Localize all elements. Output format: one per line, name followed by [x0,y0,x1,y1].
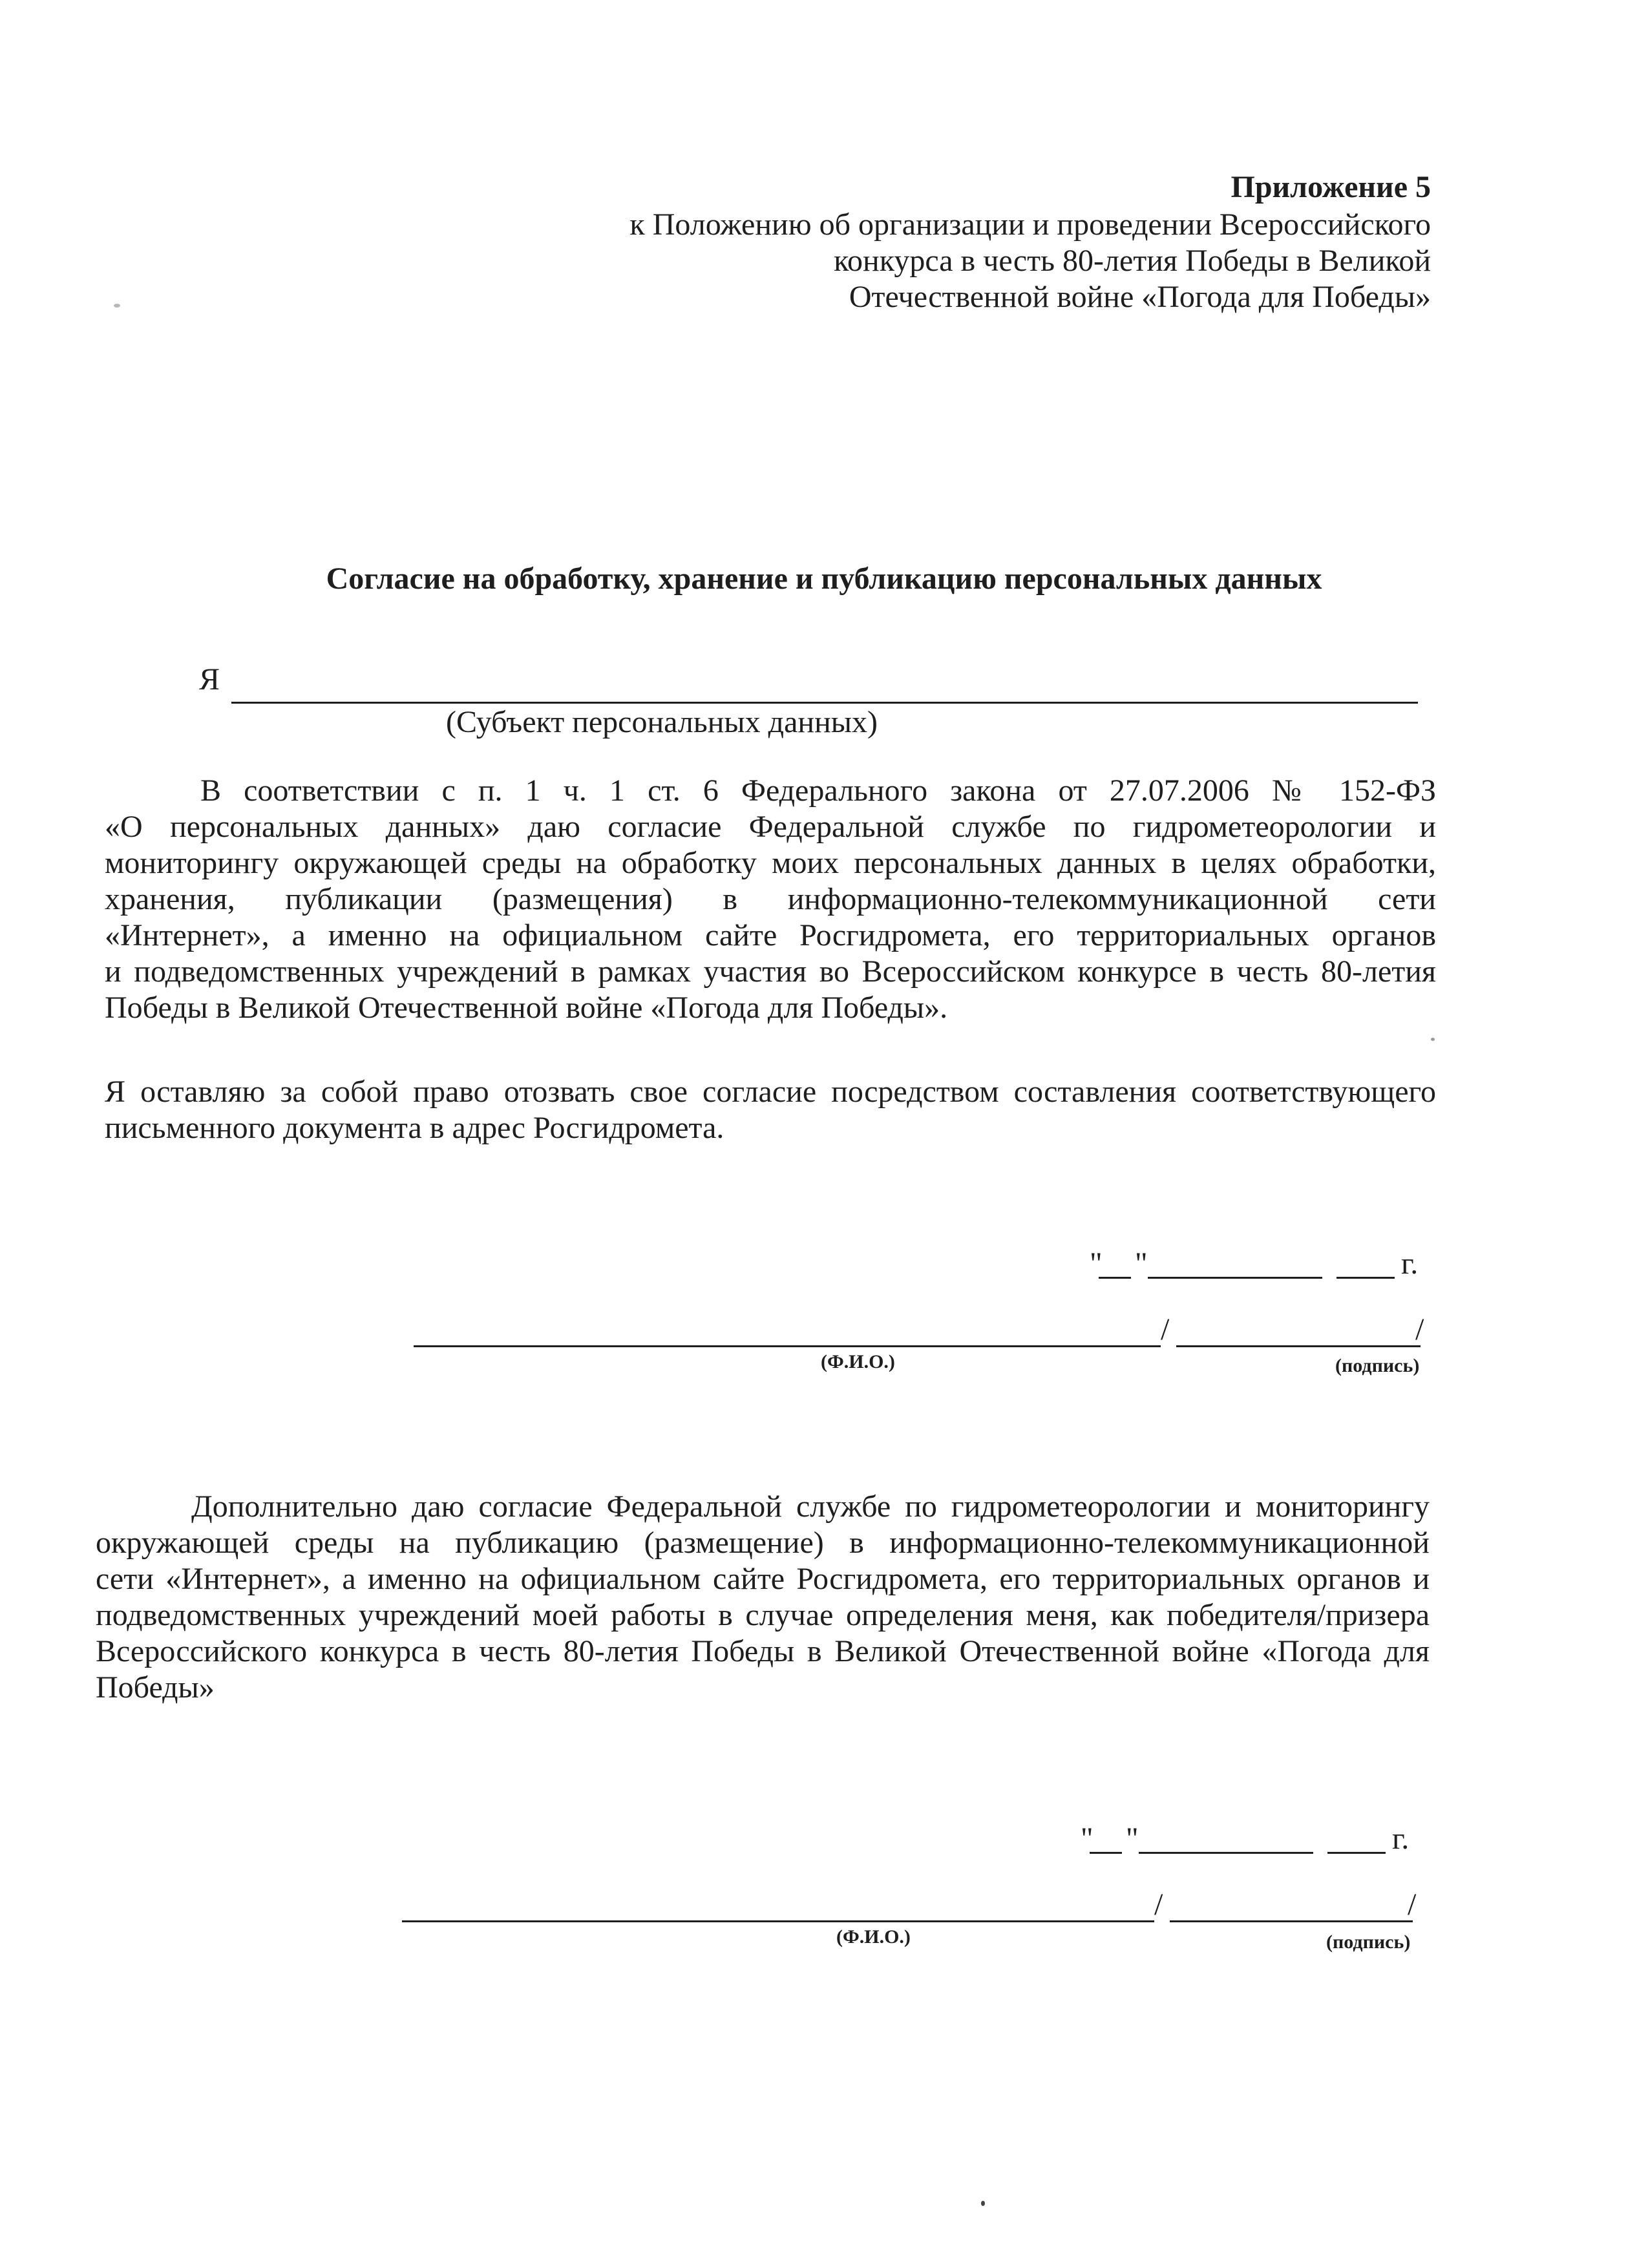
date-month-line[interactable] [1148,1277,1322,1279]
date-quote-open: " [1081,1822,1093,1856]
date-quote-close: " [1135,1246,1148,1281]
additional-paragraph [96,1489,1430,1706]
date-month-line[interactable] [1139,1852,1313,1854]
signature-caption: (подпись) [1335,1355,1420,1376]
consent-line: и подведомственных учреждений в рамках участия во Всероссийском конкурсе в честь 80-летия [105,954,1436,989]
signature-divider: / [1154,1887,1163,1922]
consent-line: «Интернет», а именно на официальном сайте Росгидромета, его территориальных органов [105,918,1436,952]
scan-speck [114,304,120,308]
signature-end-slash: / [1415,1312,1424,1347]
fio-caption: (Ф.И.О.) [821,1351,895,1372]
consent-line: «О персональных данных» даю согласие Федеральной службе по гидрометеорологии и [105,810,1436,844]
date-quote-open: " [1090,1246,1103,1281]
additional-line: Дополнительно даю согласие Федеральной службе по гидрометеорологии и мониторингу [191,1489,1430,1524]
signature-divider: / [1161,1312,1170,1347]
fio-caption: (Ф.И.О.) [836,1926,911,1948]
date-year-line[interactable] [1336,1277,1395,1279]
year-suffix: г. [1401,1246,1419,1281]
scan-speck [981,2201,985,2206]
additional-line: сети «Интернет», а именно на официальном сайте Росгидромета, его территориальных органов и [96,1562,1430,1596]
date-day-line[interactable] [1099,1277,1131,1279]
signature-line[interactable] [1170,1920,1413,1922]
date-quote-close: " [1126,1822,1139,1856]
consent-line: мониторингу окружающей среды на обработку моих персональных данных в целях обработки, [105,846,1436,880]
appendix-title: Приложение 5 [1231,170,1431,204]
document-title: Согласие на обработку, хранение и публикацию персональных данных [326,562,1322,596]
additional-line: Всероссийского конкурса в честь 80-летия Победы в Великой Отечественной войне «Погода для [96,1634,1430,1668]
subject-label: Я [199,662,220,697]
consent-line: Победы в Великой Отечественной войне «Погода для Победы». [105,991,948,1025]
revoke-paragraph [105,1074,1436,1146]
additional-line: Победы» [96,1670,215,1705]
year-suffix: г. [1392,1822,1410,1856]
date-year-line[interactable] [1327,1852,1386,1854]
revoke-line: Я оставляю за собой право отозвать свое согласие посредством составления соответствующего [105,1075,1436,1109]
additional-line: подведомственных учреждений моей работы в случае определения меня, как победителя/призера [96,1598,1430,1632]
fio-line[interactable] [402,1920,1154,1922]
consent-paragraph [105,773,1436,1026]
signature-end-slash: / [1408,1887,1417,1922]
date-day-line[interactable] [1090,1852,1122,1854]
appendix-line-2: конкурса в честь 80-летия Победы в Великой [834,244,1431,278]
subject-caption: (Субъект персональных данных) [446,705,878,739]
signature-caption: (подпись) [1326,1931,1411,1953]
subject-name-line[interactable] [231,702,1418,704]
additional-line: окружающей среды на публикацию (размещение) в информационно-телекоммуникационной [96,1526,1430,1560]
appendix-line-1: к Положению об организации и проведении Всероссийского [629,207,1431,242]
fio-line[interactable] [414,1345,1161,1347]
scan-speck [1431,1038,1435,1041]
consent-line: хранения, публикации (размещения) в информационно-телекоммуникационной сети [105,882,1436,916]
signature-line[interactable] [1176,1345,1421,1347]
revoke-line: письменного документа в адрес Росгидромета. [105,1111,724,1145]
appendix-line-3: Отечественной войне «Погода для Победы» [849,280,1431,314]
consent-line: В соответствии с п. 1 ч. 1 ст. 6 Федерального закона от 27.07.2006 № 152-ФЗ [200,773,1436,808]
